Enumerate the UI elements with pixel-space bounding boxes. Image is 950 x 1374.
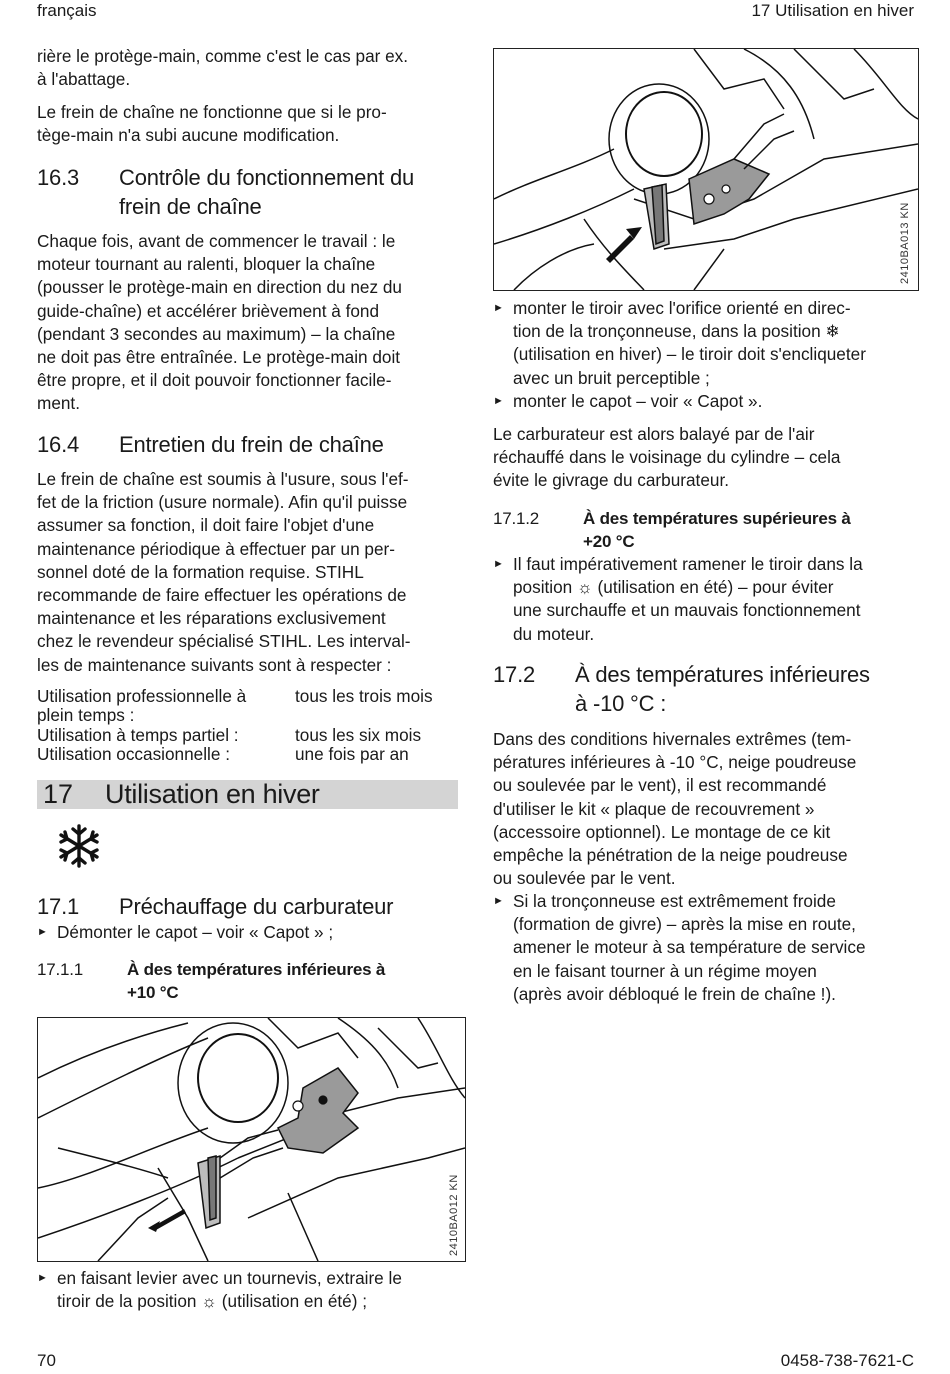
triangle-bullet-icon: ► [493, 395, 504, 407]
heading-17-1-2: 17.1.2 À des températures supérieures à +20 °C [493, 509, 851, 551]
chapter-17-heading: 17 Utilisation en hiver [37, 780, 458, 809]
heading-16-4: 16.4 Entretien du frein de chaîne [37, 432, 384, 457]
chain-brake-paragraph: Le frein de chaîne ne fonctionne que si le pro- tège-main n'a subi aucune modification. [37, 102, 387, 146]
intro-paragraph: rière le protège-main, comme c'est le cas par ex. à l'abattage. [37, 46, 409, 90]
carburetor-slide-illustration [38, 1018, 465, 1261]
document-code: 0458-738-7621-C [780, 1351, 914, 1370]
paragraph-16-4: Le frein de chaîne est soumis à l'usure, sous l'ef- fet de la friction (usure normale). Afin qu'il puisse assumer sa fonction, il doit faire l'objet d'une maintenance périodique à effectuer par un per- sonnel doté de la formation requise. STIHL recommande de faire effectuer les opérations de maintenance et les réparations exclusivement chez le revendeur spécialisé STIHL. Les interval- les de maintenance suivants sont à respecter : [37, 469, 411, 675]
heading-17-1-1: 17.1.1 À des températures inférieures à +10 °C [37, 960, 386, 1002]
snowflake-icon [55, 823, 103, 869]
page-number: 70 [37, 1351, 56, 1370]
header-chapter: 17 Utilisation en hiver [751, 1, 914, 20]
triangle-bullet-icon: ► [37, 926, 48, 938]
triangle-bullet-icon: ► [493, 558, 504, 570]
paragraph-17-2: Dans des conditions hivernales extrêmes (tem- pératures inférieures à -10 °C, neige poudreuse ou soulevée par le vent), il est recommandé d'utiliser le kit « plaque de recouvrement » (accessoire optionnel). Le montage de ce kit empêche la pénétration de la neige poudreuse ou soulevée par le vent. [493, 729, 857, 889]
figure-code: 2410BA012 KN [448, 1174, 460, 1256]
figure-2410BA012 [37, 1017, 466, 1262]
paragraph-16-3: Chaque fois, avant de commencer le travail : le moteur tournant au ralenti, bloquer la chaîne (pousser le protège-main en direction du nez du guide-chaîne) et accélérer brièvement à fond (pendant 3 secondes au maximum) – la chaîne ne doit pas être entraînée. Le protège-main doit être propre, et il doit pouvoir fonctionner facile- ment. [37, 231, 402, 414]
carburetor-slide-illustration [494, 49, 918, 290]
heading-17-1: 17.1 Préchauffage du carburateur [37, 894, 394, 919]
triangle-bullet-icon: ► [493, 895, 504, 907]
figure-code: 2410BA013 KN [899, 202, 911, 284]
header-language: français [37, 1, 97, 20]
heading-17-2: 17.2 À des températures inférieures à -10 °C : [493, 662, 870, 716]
triangle-bullet-icon: ► [37, 1272, 48, 1284]
figure-2410BA013 [493, 48, 919, 291]
carburetor-paragraph: Le carburateur est alors balayé par de l'air réchauffé dans le voisinage du cylindre – cela évite le givrage du carburateur. [493, 424, 841, 491]
heading-16-3: 16.3 Contrôle du fonctionnement du frein de chaîne [37, 165, 415, 219]
triangle-bullet-icon: ► [493, 302, 504, 314]
